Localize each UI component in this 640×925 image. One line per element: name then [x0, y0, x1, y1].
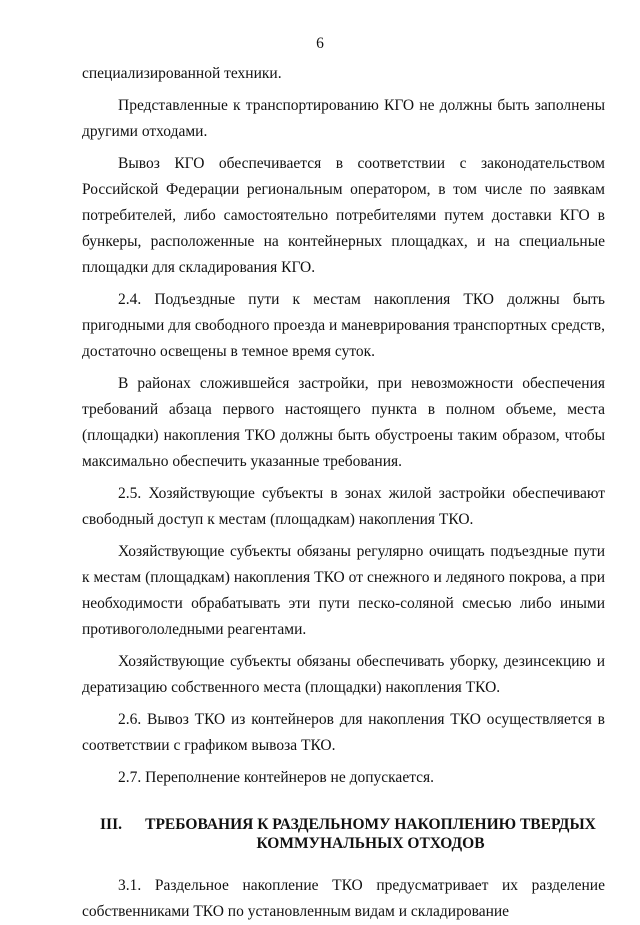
paragraph-2-5: 2.5. Хозяйствующие субъекты в зонах жилой застройки обеспечивают свободный доступ к местам (площадкам) накопления ТКО.	[82, 485, 605, 528]
paragraph-2-4: 2.4. Подъездные пути к местам накопления ТКО должны быть пригодными для свободного проезда и маневрирования транспортных средств, достаточно освещены в темное время суток.	[82, 291, 605, 360]
section-heading	[82, 815, 605, 853]
page-number: 6	[316, 35, 324, 52]
paragraph-8: Хозяйствующие субъекты обязаны обеспечивать уборку, дезинсекцию и дератизацию собственного места (площадки) накопления ТКО.	[82, 653, 605, 696]
paragraph-3-1: 3.1. Раздельное накопление ТКО предусматривает их разделение собственниками ТКО по установленным видам и складирование	[82, 877, 605, 920]
paragraph-2-6: 2.6. Вывоз ТКО из контейнеров для накопления ТКО осуществляется в соответствии с графиком вывоза ТКО.	[82, 711, 605, 754]
paragraph-3: Вывоз КГО обеспечивается в соответствии с законодательством Российской Федерации региональным оператором, в том числе по заявкам потребителей, либо самостоятельно потребителями путем доставки КГО в бункеры, расположенные на контейнерных площадках, и на специальные площадки для складирования КГО.	[82, 155, 605, 276]
paragraph-5: В районах сложившейся застройки, при невозможности обеспечения требований абзаца первого настоящего пункта в полном объеме, места (площадки) накопления ТКО должны быть обустроены таким образом, чтобы максимально обеспечить указанные требования.	[82, 375, 605, 470]
paragraph-2-7: 2.7. Переполнение контейнеров не допускается.	[118, 769, 435, 786]
paragraph-1: специализированной техники.	[82, 65, 282, 82]
paragraph-7: Хозяйствующие субъекты обязаны регулярно очищать подъездные пути к местам (площадкам) накопления ТКО от снежного и ледяного покрова, а при необходимости обрабатывать эти пути песко-соляной смесью либо иными противогололедными реагентами.	[82, 543, 605, 638]
document-body	[82, 61, 605, 925]
section-title: ТРЕБОВАНИЯ К РАЗДЕЛЬНОМУ НАКОПЛЕНИЮ ТВЕРДЫХ КОММУНАЛЬНЫХ ОТХОДОВ	[145, 816, 596, 852]
section-number: III.	[100, 816, 122, 833]
paragraph-2: Представленные к транспортированию КГО не должны быть заполнены другими отходами.	[82, 97, 605, 140]
